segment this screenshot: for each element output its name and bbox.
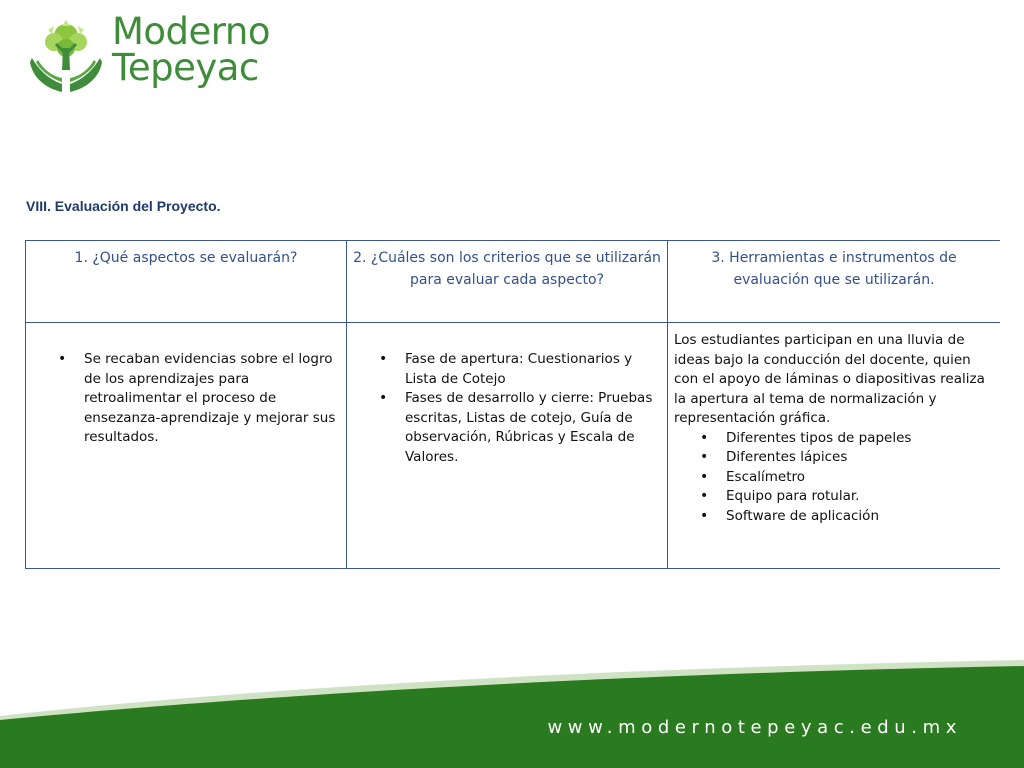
list-item: • Se recaban evidencias sobre el logro de los aprendizajes para retroalimentar el proceso de ensezanza-aprendizaje y mejorar sus resultados. [84, 350, 340, 448]
list-item: • Diferentes lápices [726, 448, 994, 468]
table-row [26, 323, 1001, 569]
cell-criteria [347, 323, 668, 569]
tree-in-hands-icon [28, 18, 104, 94]
aspects-list [32, 350, 340, 448]
list-item: • Equipo para rotular. [726, 487, 994, 507]
section-title: VIII. Evaluación del Proyecto. [26, 198, 221, 214]
footer-band [0, 658, 1024, 768]
cell-tools [668, 323, 1001, 569]
logo-wordmark [112, 10, 270, 89]
logo-line-1: Moderno [112, 10, 270, 53]
list-item: • Diferentes tipos de papeles [726, 429, 994, 449]
school-logo [28, 10, 318, 94]
header-criteria: 2. ¿Cuáles son los criterios que se utilizarán para evaluar cada aspecto? [347, 241, 668, 323]
header-tools: 3. Herramientas e instrumentos de evaluación que se utilizarán. [668, 241, 1001, 323]
website-link[interactable]: www.modernotepeyac.edu.mx [547, 717, 962, 738]
list-item: • Software de aplicación [726, 507, 994, 527]
criteria-list [353, 350, 661, 467]
evaluation-table [25, 240, 1000, 569]
list-item: • Escalímetro [726, 468, 994, 488]
footer-wave [0, 658, 1024, 768]
tools-list [674, 429, 994, 527]
list-item: • Fases de desarrollo y cierre: Pruebas escritas, Listas de cotejo, Guía de observación, Rúbricas y Escala de Valores. [405, 389, 661, 467]
list-item: • Fase de apertura: Cuestionarios y Lista de Cotejo [405, 350, 661, 389]
cell-aspects [26, 323, 347, 569]
header-aspects: 1. ¿Qué aspectos se evaluarán? [26, 241, 347, 323]
tools-intro: Los estudiantes participan en una lluvia de ideas bajo la conducción del docente, quien con el apoyo de láminas o diapositivas realiza la apertura al tema de normalización y representación gráfica. [674, 332, 985, 426]
table-header-row [26, 241, 1001, 323]
logo-line-2: Tepeyac [112, 46, 259, 89]
